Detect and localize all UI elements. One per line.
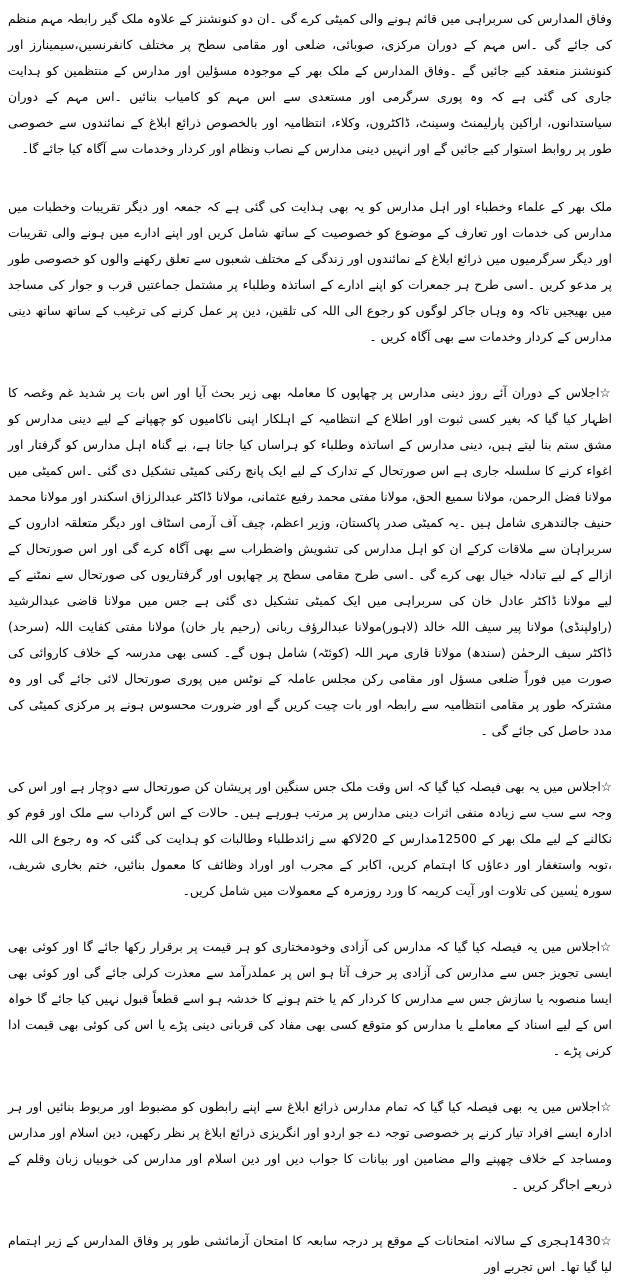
paragraph-text: 1430ہجری کے سالانہ امتحانات کے موقع پر درجہ سابعہ کا امتحان آزمائشی طور پر وفاق المدارس کے زیر اہتمام لیا گیا تھا۔ اس تجربے اور: [8, 1233, 612, 1274]
paragraph-text: اجلاس میں یہ بھی فیصلہ کیا گیا کہ اس وقت ملک جس سنگین اور پریشان کن صورتحال سے دوچار ہے اور اس کی وجہ سے سب سے زیادہ منفی اثرات دینی مدارس پر مرتب ہورہے ہیں۔ حالات کے اس گرداب سے ملک اور قوم کو نکالنے کے لیے ملک بھر کے 12500مدارس کے 20لاکھ سے زائدطلباء وطالبات کو ہدایت کی گئی کہ وہ رجوع الی اللہ ،توبہ واستغفار اور دعاؤں کا اہتمام کریں، اکابر کے مجرب اور اوراد وظائف کا معمول بنائیں، ختم بخاری شریف، سورہ یٰسین کی تلاوت اور آیت کریمہ کا ورد روزمرہ کے معمولات میں شامل کریں۔: [8, 779, 613, 898]
paragraph-media-decision: [8, 1094, 612, 1198]
paragraph-convention-campaign: [8, 6, 612, 162]
paragraph-text: اجلاس میں یہ بھی فیصلہ کیا گیا کہ تمام مدارس ذرائع ابلاغ سے اپنے رابطوں کو مضبوط اور مربوط بنائیں اور ہر ادارہ ایسے افراد تیار کرنے پر خصوصی توجہ دے جو اردو اور انگریزی ذرائع ابلاغ پر نظر رکھیں، دین اسلام اور مدارس ومساجد کے خلاف چھپنے والے مضامین اور بیانات کا جواب دیں اور دین اسلام اور مدارس کی خوبیاں زبان وقلم کے ذریعے اجاگر کریں ۔: [8, 1099, 612, 1192]
paragraph-independence-decision: [8, 934, 612, 1064]
paragraph-text: اجلاس میں یہ فیصلہ کیا گیا کہ مدارس کی آزادی وخودمختاری کو ہر قیمت پر برقرار رکھا جائے گا اور کوئی بھی ایسی تجویز جس سے مدارس کی آزادی پر حرف آتا ہو اس پر عملدرآمد سے معذرت کرلی جائے گی اور کوئی بھی ایسا منصوبہ یا سازش جس سے مدارس کا کردار کم یا ختم ہونے کا خدشہ ہو اسے قطعاً قبول نہیں کیا جائے گا خواہ اس کے لیے اسناد کے معاملے یا مدارس کو متوقع کسی بھی مفاد کی قربانی دینی پڑے یا اس کی کوئی بھی قیمت ادا کرنی پڑے ۔: [8, 939, 612, 1058]
paragraph-prayers-decision: [8, 774, 612, 904]
star-bullet-icon: ☆: [600, 779, 612, 794]
star-bullet-icon: ☆: [599, 385, 612, 400]
paragraph-text: ملک بھر کے علماء وخطباء اور اہل مدارس کو یہ بھی ہدایت کی گئی ہے کہ جمعہ اور دیگر تقریبات وخطبات میں مدارس کی خدمات اور تعارف کے موضوع کو خصوصیت کے ساتھ شامل کریں اور اپنے ادارے میں ہونے والی تقریبات اور دیگر سرگرمیوں میں ذرائع ابلاغ کے نمائندوں اور زندگی کے مختلف شعبوں سے تعلق رکھنے والوں کو خصوصی طور پر مدعو کریں ۔اسی طرح ہر جمعرات کو اپنے ادارے کے اساتذہ وطلباء پر مشتمل جماعتیں قرب و جوار کی مساجد میں بھیجیں تاکہ وہ وہاں جاکر لوگوں کو رجوع الی اللہ کی تلقین، دین پر عمل کرنے کی ترغیب کے ساتھ ساتھ دینی مدارس کے کردار وخدمات سے بھی آگاہ کریں ۔: [8, 199, 612, 344]
paragraph-text: اجلاس کے دوران آئے روز دینی مدارس پر چھاپوں کا معاملہ بھی زیر بحث آیا اور اس بات پر شدید غم وغصہ کا اظہار کیا گیا کہ بغیر کسی ثبوت اور اطلاع کے انتظامیہ کے اہلکار اپنی ناکامیوں کو چھپانے کے لیے دینی مدارس کو مشق ستم بنا لیتے ہیں، دینی مدارس کے اساتذہ وطلباء کو ہراساں کیا جاتا ہے، بے گناہ اہل مدارس کو گرفتار اور اغواء کرنے کا سلسلہ جاری ہے اس صورتحال کے تدارک کے لیے ایک پانچ رکنی کمیٹی تشکیل دی گئی ۔اس کمیٹی میں مولانا فضل الرحمن، مولانا سمیع الحق، مولانا مفتی محمد رفیع عثمانی، مولانا ڈاکٹر عبدالرزاق اسکندر اور مولانا محمد حنیف جالندھری شامل ہیں ۔یہ کمیٹی صدر پاکستان، وزیر اعظم، چیف آف آرمی اسٹاف اور دیگر متعلقہ اداروں کے سربراہان سے ملاقات کرکے ان کو اہل مدارس کی تشویش واضطراب سے بھی آگاہ کرے گی اور اس صورتحال کے ازالے کے لیے تبادلہ خیال بھی کرے گی ۔اسی طرح مقامی سطح پر چھاپوں اور گرفتاریوں کی صورتحال سے نمٹنے کے لیے مولانا ڈاکٹر عادل خان کی سربراہی میں ایک کمیٹی تشکیل دی گئی ہے جس میں مولانا قاضی عبدالرشید (راولپنڈی) مولانا پیر سیف اللہ خالد (لاہور)مولانا عبدالرؤف ربانی (رحیم یار خان) مولانا مفتی کفایت اللہ (سرحد) ڈاکٹر سیف الرحمٰن (سندھ) مولانا قاری مہر اللہ (کوئٹہ) شامل ہوں گے۔ کسی بھی مدرسہ کے خلاف کاروائی کی صورت میں فوراً ضلعی مسؤل اور مقامی رکن مجلس عاملہ کے نوٹس میں پوری صورتحال لائی جائے گی اور وہ مشترکہ طور پر مقامی انتظامیہ سے رابطہ اور بات چیت کریں گے اور ضرورت محسوس ہونے پر مرکزی کمیٹی کی مدد حاصل کی جائے گی ۔: [8, 385, 612, 738]
paragraph-friday-sermons: [8, 194, 612, 350]
star-bullet-icon: ☆: [600, 939, 613, 954]
paragraph-exams-1430: [8, 1228, 612, 1280]
paragraph-raids-committee: [8, 380, 612, 744]
paragraph-text: وفاق المدارس کی سربراہی میں قائم ہونے والی کمیٹی کرے گی ۔ان دو کنونشنز کے علاوہ ملک گیر رابطہ مہم منظم کی جائے گی ۔اس مہم کے دوران مرکزی، صوبائی، ضلعی اور مقامی سطح پر مختلف کانفرنسیں،سیمینارز اور کنونشنز منعقد کیے جائیں گے ۔وفاق المدارس کے ملک بھر کے موجودہ مسؤلین اور مدارس کے منتظمین کو ہدایت جاری کی گئی ہے کہ وہ پوری سرگرمی اور مستعدی سے اس مہم کو کامیاب بنائیں ۔اس مہم کے دوران سیاستدانوں، اراکین پارلیمنٹ وسینٹ، ڈاکٹروں، وکلاء، انتظامیہ اور بالخصوص ذرائع ابلاغ کے نمائندوں سے خصوصی طور پر روابط استوار کیے جائیں گے اور انہیں دینی مدارس کے نصاب ونظام اور کردار وخدمات سے آگاہ کیا جائے گا۔: [8, 11, 612, 156]
star-bullet-icon: ☆: [600, 1233, 612, 1248]
star-bullet-icon: ☆: [600, 1099, 613, 1114]
